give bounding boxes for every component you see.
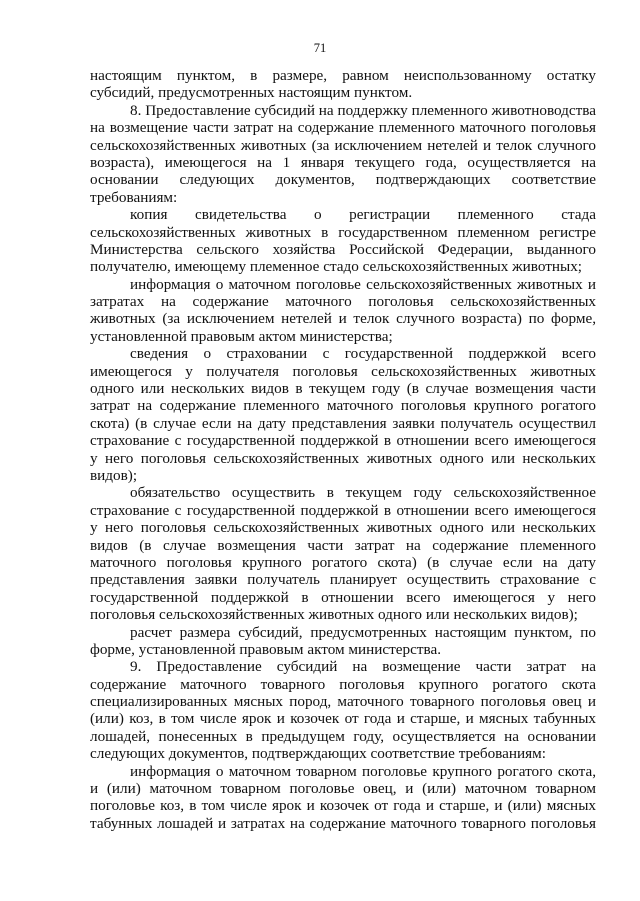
text-line: сельскохозяйственных животных в государственном племенном регистре [90,223,596,241]
text-line: Министерства сельского хозяйства Российской Федерации, выданного [90,240,596,258]
text-line: страхование с государственной поддержкой в отношении всего имеющегося [90,501,596,519]
text-line: затрат на содержание племенного маточного поголовья крупного рогатого [90,397,596,415]
text-line: лошадей, понесенных в предыдущем году, осуществляется на основании [90,727,596,745]
text-line: скота) (в случае если на дату представления заявки получатель осуществил [90,414,596,432]
text-line: основании следующих документов, подтверждающих соответствие [90,171,596,189]
text-line: и (или) маточном товарном поголовье овец, и (или) маточном товарном [90,780,596,798]
text-line: затратах на содержание маточного поголовья сельскохозяйственных [90,293,596,311]
text-line: маточного поголовья крупного рогатого скота) (в случае если на дату [90,553,596,571]
text-line: установленной правовым актом министерства; [90,327,393,345]
text-line: форме, установленной правовым актом министерства. [90,640,441,658]
text-line: обязательство осуществить в текущем году сельскохозяйственное [130,484,596,502]
text-line: государственной поддержкой в отношении всего имеющегося у него [90,588,596,606]
text-line: копия свидетельства о регистрации племенного стада [130,206,596,224]
text-line: поголовье коз, в том числе ярок и козочек от года и старше, и (или) мясных [90,797,596,815]
text-line: информация о маточном товарном поголовье крупного рогатого скота, [130,762,596,780]
text-line: субсидий, предусмотренных настоящим пунктом. [90,84,413,102]
text-line: страхование с государственной поддержкой в отношении всего имеющегося [90,432,596,450]
text-line: (или) коз, в том числе ярок и козочек от года и старше, и мясных табунных [90,710,596,728]
text-line: у него поголовья сельскохозяйственных животных одного или нескольких [90,519,596,537]
text-line: сведения о страховании с государственной поддержкой всего [130,345,596,363]
text-line: у него поголовья сельскохозяйственных животных одного или нескольких [90,449,596,467]
text-line: на возмещение части затрат на содержание племенного маточного поголовья [90,119,596,137]
text-line: специализированных мясных пород, маточного товарного поголовья овец и [90,693,596,711]
text-line: видов (в случае возмещения части затрат на содержание племенного [90,536,596,554]
text-line: 9. Предоставление субсидий на возмещение части затрат на [130,658,596,676]
text-line: представления заявки получатель планирует осуществить страхование с [90,571,596,589]
text-line: расчет размера субсидий, предусмотренных настоящим пунктом, по [130,623,596,641]
text-line: видов); [90,466,138,484]
text-line: имеющегося у получателя поголовья сельскохозяйственных животных [90,362,596,380]
text-line: 8. Предоставление субсидий на поддержку племенного животноводства [130,101,596,119]
text-line: одного или нескольких видов в текущем году (в случае возмещения части [90,380,596,398]
text-line: настоящим пунктом, в размере, равном неиспользованному остатку [90,67,596,84]
text-line: сельскохозяйственных животных (за исключением нетелей и телок случного [90,136,596,154]
text-line: табунных лошадей и затратах на содержание маточного товарного поголовья [90,814,596,832]
text-line: содержание маточного товарного поголовья крупного рогатого скота [90,675,596,693]
text-line: информация о маточном поголовье сельскохозяйственных животных и [130,275,596,293]
text-line: возраста), имеющегося на 1 января текущего года, осуществляется на [90,153,596,171]
page-number: 71 [313,41,327,55]
text-line: животных (за исключением нетелей и телок случного возраста) по форме, [90,310,596,328]
text-line: поголовья сельскохозяйственных животных одного или нескольких видов); [90,606,578,624]
text-line: требованиям: [90,188,178,206]
text-line: получателю, имеющему племенное стадо сельскохозяйственных животных; [90,258,583,276]
document-body [90,67,596,832]
text-line: следующих документов, подтверждающих соответствие требованиям: [90,745,546,763]
